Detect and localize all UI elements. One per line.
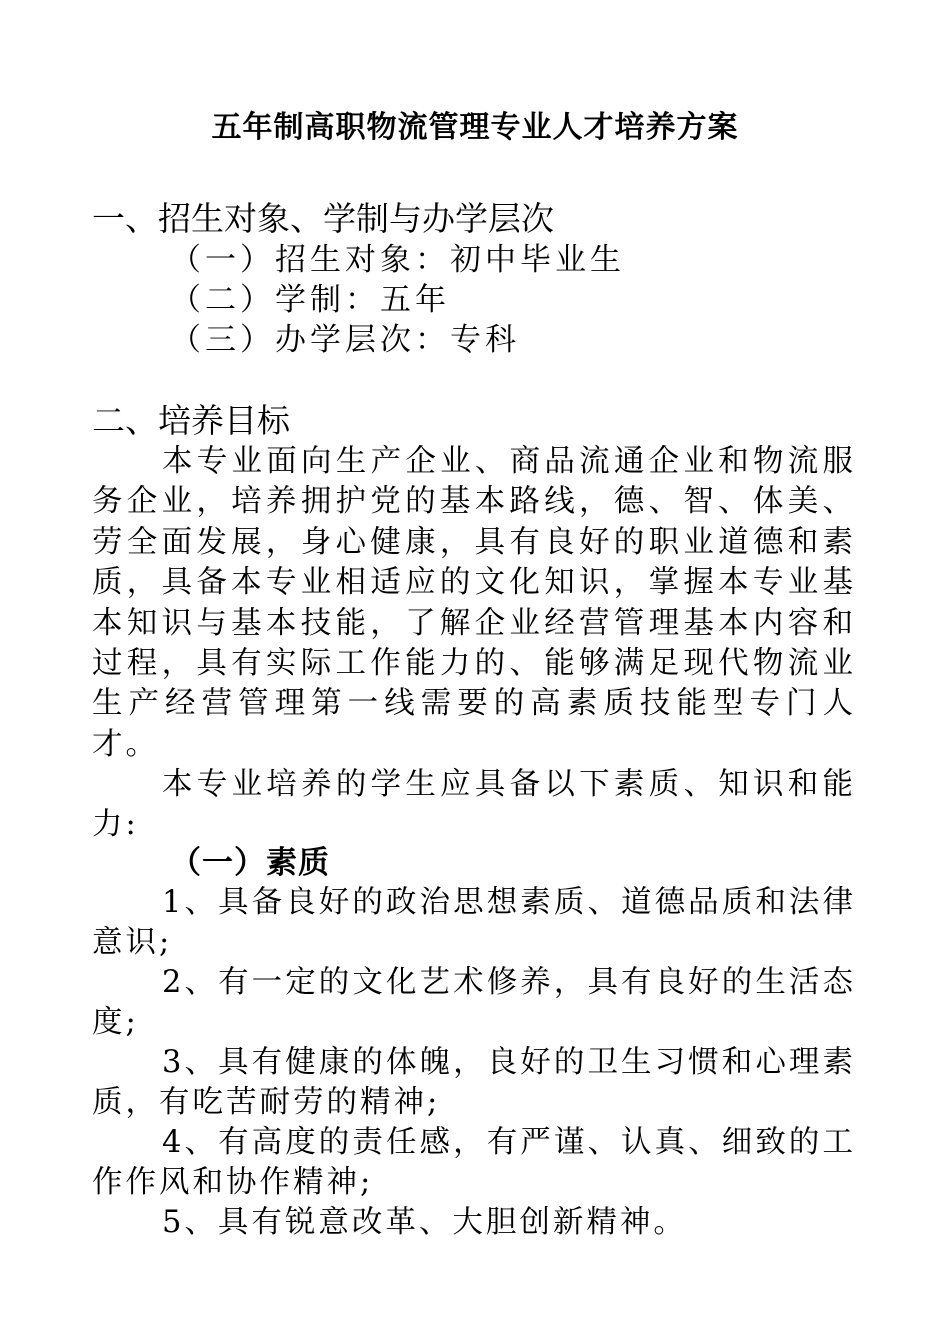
- quality-item-1: 1、具备良好的政治思想素质、道德品质和法律意识;: [92, 885, 856, 961]
- education-level-line: （三）办学层次：专科: [170, 322, 520, 358]
- training-goal-paragraph: 本专业面向生产企业、商品流通企业和物流服务企业，培养拥护党的基本路线，德、智、体美、劳全面发展，身心健康，具有良好的职业道德和素质，具备本专业相适应的文化知识，掌握本专业基本知识与基本技能，了解企业经营管理基本内容和过程，具有实际工作能力的、能够满足现代物流业生产经营管理第一线需要的高素质技能型专门人才。: [92, 444, 856, 762]
- document-title: 五年制高职物流管理专业人才培养方案: [211, 110, 739, 145]
- enrollment-target-line: （一）招生对象：初中毕业生: [170, 242, 625, 278]
- section-heading-enrollment: 一、招生对象、学制与办学层次: [92, 199, 554, 238]
- quality-item-2: 2、有一定的文化艺术修养，具有良好的生活态度;: [92, 965, 856, 1041]
- quality-item-5: 5、具有锐意改革、大胆创新精神。: [162, 1205, 687, 1240]
- schooling-length-line: （二）学制：五年: [170, 282, 450, 318]
- quality-item-3: 3、具有健康的体魄，良好的卫生习惯和心理素质，有吃苦耐劳的精神;: [92, 1045, 856, 1121]
- quality-item-4: 4、有高度的责任感，有严谨、认真、细致的工作作风和协作精神;: [92, 1125, 856, 1201]
- requirements-intro-paragraph: 本专业培养的学生应具备以下素质、知识和能力:: [92, 767, 856, 843]
- section-heading-training-goal: 二、培养目标: [92, 401, 290, 440]
- quality-subheading: （一）素质: [170, 845, 330, 881]
